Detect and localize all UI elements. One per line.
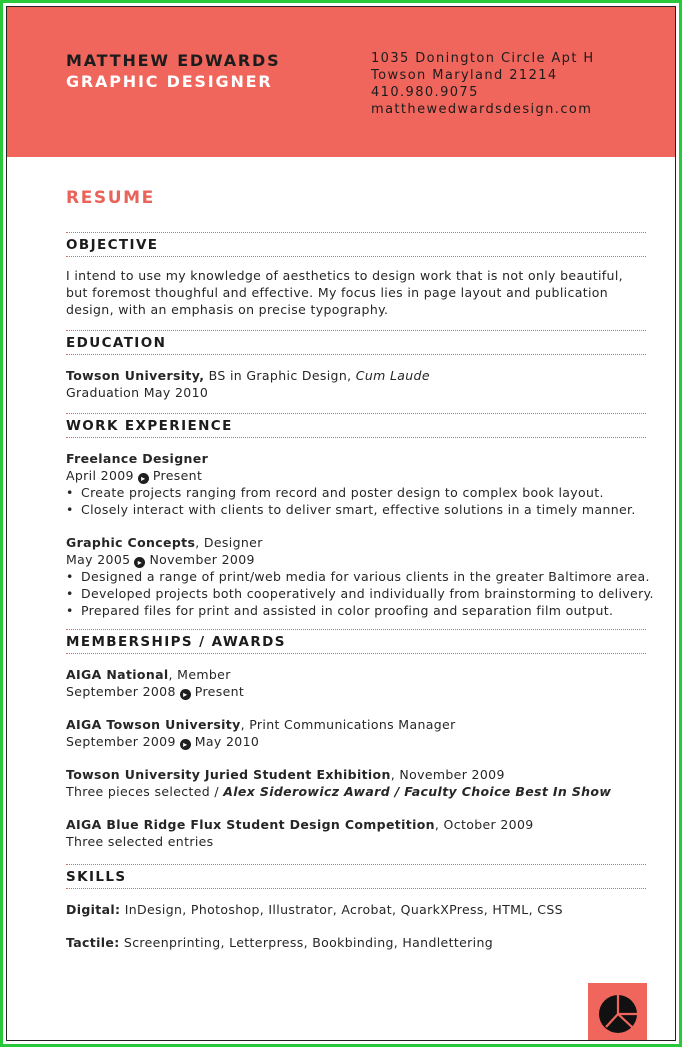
address-line-1: 1035 Donington Circle Apt H: [371, 51, 595, 66]
award-detail: [66, 783, 646, 800]
objective-line: I intend to use my knowledge of aesthetics to design work that is not only beautiful,: [66, 268, 623, 283]
logo-mark-svg: [588, 983, 647, 1041]
degree: BS in Graphic Design,: [204, 368, 356, 383]
arrow-right-circle-icon: ▸: [134, 557, 145, 568]
job-dates: [66, 551, 646, 568]
membership-entry: [66, 716, 646, 733]
skills-tactile-list: Screenprinting, Letterpress, Bookbinding, Handlettering: [119, 935, 494, 950]
education-entry: [66, 367, 646, 384]
section-heading-objective: OBJECTIVE: [66, 237, 159, 253]
arrow-right-circle-icon: ▸: [180, 689, 191, 700]
company-name: Freelance Designer: [66, 451, 209, 466]
phone: 410.980.9075: [371, 85, 479, 100]
org-role: , Member: [168, 667, 231, 682]
award-detail: Three selected entries: [66, 834, 214, 849]
award-org: AIGA Blue Ridge Flux Student Design Competition: [66, 817, 435, 832]
award-entry: [66, 766, 646, 783]
job-end: November 2009: [149, 552, 255, 567]
org-role: , Print Communications Manager: [240, 717, 456, 732]
company-name: Graphic Concepts: [66, 535, 196, 550]
skills-digital: [66, 901, 646, 918]
job-header: [66, 534, 646, 551]
website-link[interactable]: matthewedwardsdesign.com: [371, 102, 593, 117]
skills-digital-label: Digital:: [66, 902, 121, 917]
logo-mark-icon: [588, 983, 647, 1041]
job-bullet: • Developed projects both cooperatively and individually from brainstorming to delivery.: [66, 585, 646, 602]
objective-line: design, with an emphasis on precise typography.: [66, 302, 389, 317]
award-date: , November 2009: [390, 767, 505, 782]
header-band: [7, 7, 675, 157]
job-dates: [66, 467, 646, 484]
arrow-right-circle-icon: ▸: [180, 739, 191, 750]
award-date: , October 2009: [434, 817, 534, 832]
award-name: Alex Siderowicz Award / Faculty Choice Best In Show: [223, 784, 612, 799]
award-entry: [66, 816, 646, 833]
section-heading-memberships: MEMBERSHIPS / AWARDS: [66, 634, 286, 650]
membership-dates: [66, 733, 646, 750]
resume-title: RESUME: [66, 188, 155, 208]
job-start: May 2005: [66, 552, 131, 567]
membership-dates: [66, 683, 646, 700]
job-header: [66, 450, 646, 467]
membership-end: Present: [194, 684, 245, 699]
award-detail-text: Three pieces selected /: [66, 784, 224, 799]
name-block: [66, 50, 280, 92]
school-name: Towson University,: [66, 368, 205, 383]
job-end: Present: [152, 468, 203, 483]
address-line-2: Towson Maryland 21214: [371, 68, 558, 83]
org-name: AIGA National: [66, 667, 169, 682]
job-bullet: • Prepared files for print and assisted in color proofing and separation film output.: [66, 602, 646, 619]
job-entry: [66, 450, 646, 518]
contact-block: [371, 50, 595, 118]
graduation-date: Graduation May 2010: [66, 385, 209, 400]
honor: Cum Laude: [355, 368, 430, 383]
skills-tactile-label: Tactile:: [66, 935, 120, 950]
membership-start: September 2008: [66, 684, 176, 699]
job-start: April 2009: [66, 468, 134, 483]
arrow-right-circle-icon: ▸: [138, 473, 149, 484]
objective-line: but foremost thoughful and effective. My focus lies in page layout and publication: [66, 285, 609, 300]
award-org: Towson University Juried Student Exhibition: [66, 767, 391, 782]
section-heading-work: WORK EXPERIENCE: [66, 418, 233, 434]
membership-entry: [66, 666, 646, 683]
membership-end: May 2010: [194, 734, 260, 749]
resume-content: [66, 182, 654, 951]
org-name: AIGA Towson University: [66, 717, 241, 732]
job-title: GRAPHIC DESIGNER: [66, 72, 273, 91]
skills-digital-list: InDesign, Photoshop, Illustrator, Acrobat, QuarkXPress, HTML, CSS: [120, 902, 563, 917]
job-bullet: • Create projects ranging from record and poster design to complex book layout.: [66, 484, 646, 501]
job-role: , Designer: [195, 535, 263, 550]
section-heading-education: EDUCATION: [66, 335, 167, 351]
skills-tactile: [66, 934, 646, 951]
job-bullet: • Closely interact with clients to deliver smart, effective solutions in a timely manner.: [66, 501, 646, 518]
resume-page: [6, 6, 676, 1041]
job-entry: [66, 534, 654, 619]
job-bullet: • Designed a range of print/web media for various clients in the greater Baltimore area.: [66, 568, 646, 585]
person-name: MATTHEW EDWARDS: [66, 51, 281, 70]
membership-start: September 2009: [66, 734, 176, 749]
section-heading-skills: SKILLS: [66, 869, 127, 885]
